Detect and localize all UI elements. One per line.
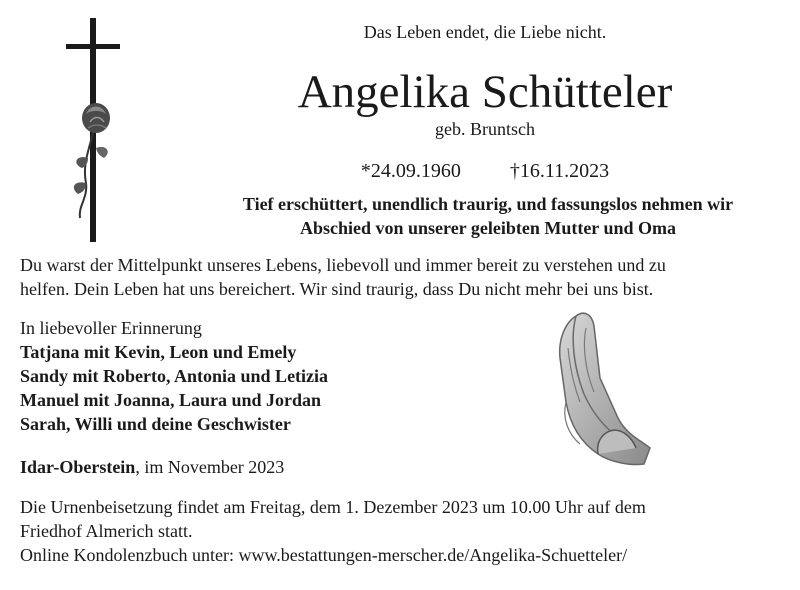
cross-with-rose-icon: [60, 18, 126, 242]
place-city: Idar-Oberstein: [20, 457, 136, 477]
motto: Das Leben endet, die Liebe nicht.: [363, 22, 607, 42]
message-paragraph: [20, 253, 790, 301]
praying-hands-icon: [540, 308, 658, 468]
death-date: †16.11.2023: [509, 160, 610, 182]
burial-line: Friedhof Almerich statt.: [20, 521, 193, 541]
deceased-name: Angelika Schütteler: [297, 66, 673, 118]
family-line: Tatjana mit Kevin, Leon und Emely: [20, 342, 297, 362]
memory-block: [20, 316, 500, 436]
place-and-date: [20, 457, 284, 478]
headline-line: Tief erschüttert, unendlich traurig, und fassungslos nehmen wir: [242, 194, 734, 214]
life-dates: [280, 160, 690, 183]
family-line: Manuel mit Joanna, Laura und Jordan: [20, 390, 322, 410]
burial-info: [20, 495, 790, 567]
headline-line: Abschied von unserer geleibten Mutter und Oma: [299, 218, 676, 238]
place-date: , im November 2023: [135, 457, 285, 477]
condolence-link[interactable]: Online Kondolenzbuch unter: www.bestattungen-merscher.de/Angelika-Schuetteler/: [20, 545, 628, 565]
message-line: helfen. Dein Leben hat uns bereichert. Wir sind traurig, dass Du nicht mehr bei uns bist.: [20, 279, 654, 299]
message-line: Du warst der Mittelpunkt unseres Lebens, liebevoll und immer bereit zu verstehen und zu: [20, 255, 666, 275]
headline: [188, 192, 788, 240]
family-line: Sandy mit Roberto, Antonia und Letizia: [20, 366, 329, 386]
maiden-name: geb. Bruntsch: [435, 119, 535, 139]
burial-line: Die Urnenbeisetzung findet am Freitag, dem 1. Dezember 2023 um 10.00 Uhr auf dem: [20, 497, 646, 517]
birth-date: *24.09.1960: [360, 160, 461, 182]
memory-lead: In liebevoller Erinnerung: [20, 318, 202, 338]
family-line: Sarah, Willi und deine Geschwister: [20, 414, 291, 434]
